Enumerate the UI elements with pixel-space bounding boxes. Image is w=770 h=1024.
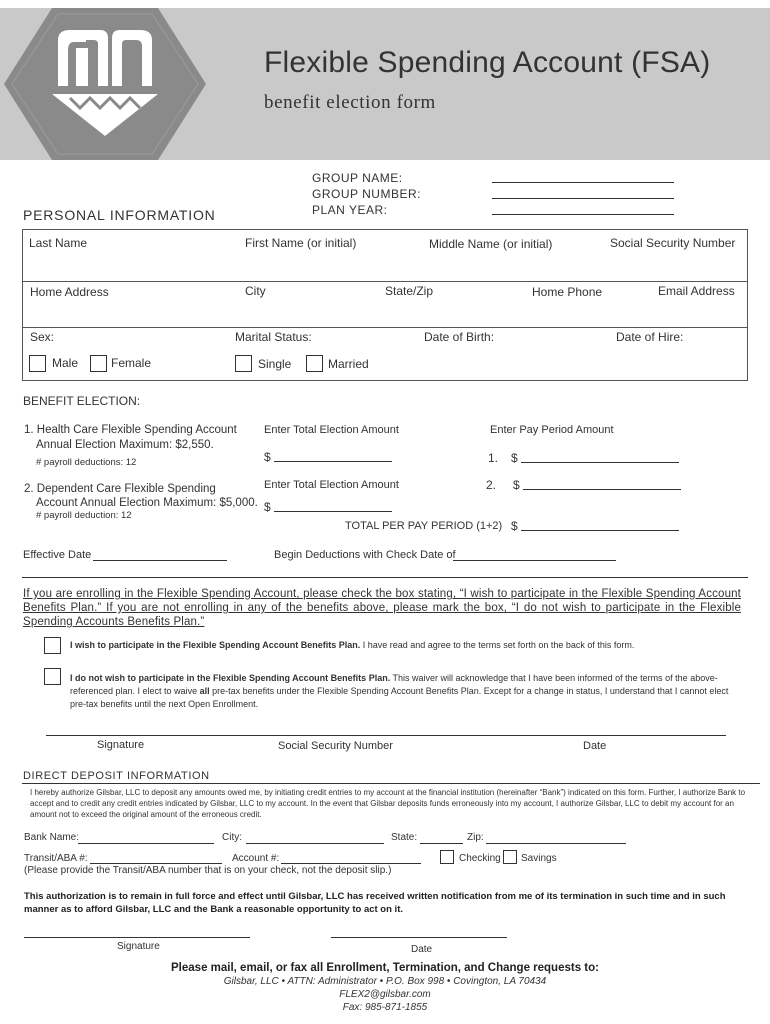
- decline-all: all: [199, 686, 210, 696]
- middle-name-field[interactable]: Middle Name (or initial): [429, 237, 553, 251]
- dollar-sign: $: [264, 450, 271, 464]
- total-per-pay-label: TOTAL PER PAY PERIOD (1+2): [345, 520, 503, 532]
- bank-city-field[interactable]: [246, 843, 384, 844]
- deposit-signature-label: Signature: [117, 941, 160, 952]
- male-checkbox[interactable]: [29, 355, 46, 372]
- account-field[interactable]: [281, 863, 421, 864]
- married-checkbox[interactable]: [306, 355, 323, 372]
- savings-label: Savings: [521, 853, 557, 864]
- checking-checkbox[interactable]: [440, 850, 454, 864]
- transit-label: Transit/ABA #:: [24, 853, 88, 864]
- female-label: Female: [111, 356, 152, 370]
- health-care-max: Annual Election Maximum: $2,550.: [36, 439, 214, 451]
- begin-deductions-label: Begin Deductions with Check Date of: [274, 549, 456, 561]
- male-label: Male: [52, 356, 79, 370]
- dependent-care-pay-period-field[interactable]: [523, 489, 681, 490]
- dependent-care-deductions: # payroll deduction: 12: [36, 510, 132, 521]
- sex-label: Sex:: [30, 330, 55, 344]
- home-address-field[interactable]: Home Address: [30, 285, 109, 299]
- decline-bold: I do not wish to participate in the Flexible Spending Account Benefits Plan.: [70, 673, 391, 683]
- female-checkbox[interactable]: [90, 355, 107, 372]
- row-divider: [23, 327, 747, 328]
- single-label: Single: [258, 357, 292, 371]
- direct-deposit-heading: DIRECT DEPOSIT INFORMATION: [23, 770, 210, 782]
- deposit-date-line[interactable]: [331, 937, 507, 938]
- enrollment-instructions: If you are enrolling in the Flexible Spending Account, please check the box stating, “I wish to participate in the Flexible Spending Account Benefits Plan.” If you are not enrolling in any of the benefits above, please mark the box, “I do not wish to participate in the Flexible Spending Accounts Benefits Plan.”: [23, 588, 741, 628]
- group-name-label: GROUP NAME:: [312, 171, 403, 185]
- health-care-title: 1. Health Care Flexible Spending Account: [24, 424, 237, 436]
- participate-text: [70, 640, 750, 651]
- decline-rest-1: This waiver will acknowledge that I have been informed of the terms of the above-referenced plan. I elect to waive: [70, 673, 718, 696]
- footer-email-link[interactable]: FLEX2@gilsbar.com: [339, 989, 431, 1000]
- begin-deductions-field[interactable]: [453, 560, 616, 561]
- effective-date-field[interactable]: [93, 560, 227, 561]
- force-statement: This authorization is to remain in full force and effect until Gilsbar, LLC has received written notification from me of its termination in such time and in such manner as to afford Gilsbar, LLC and the Bank a reasonable opportunity to act on it.: [24, 891, 726, 915]
- email-field[interactable]: Email Address: [658, 284, 735, 298]
- home-phone-field[interactable]: Home Phone: [532, 285, 603, 299]
- health-care-total-field[interactable]: [274, 461, 392, 462]
- bank-city-label: City:: [222, 832, 242, 843]
- item-2-number: 2.: [486, 478, 497, 492]
- ssn-signature-label: Social Security Number: [278, 740, 393, 752]
- transit-field[interactable]: [90, 863, 222, 864]
- group-number-label: GROUP NUMBER:: [312, 187, 421, 201]
- benefit-election-heading: BENEFIT ELECTION:: [23, 394, 141, 408]
- health-care-deductions: # payroll deductions: 12: [36, 457, 137, 468]
- participate-rest: I have read and agree to the terms set forth on the back of this form.: [360, 640, 635, 650]
- first-name-field[interactable]: First Name (or initial): [245, 236, 357, 250]
- row-divider: [23, 281, 747, 282]
- decline-checkbox[interactable]: [44, 668, 61, 685]
- dependent-care-title: 2. Dependent Care Flexible Spending: [24, 483, 216, 495]
- bank-state-label: State:: [391, 832, 418, 843]
- marital-status-label: Marital Status:: [235, 330, 312, 344]
- footer-fax: Fax: 985-871-1855: [342, 1002, 428, 1013]
- group-number-field[interactable]: [492, 198, 674, 199]
- form-subtitle: benefit election form: [264, 92, 436, 113]
- item-1-number: 1.: [488, 451, 499, 465]
- dependent-care-max: Account Annual Election Maximum: $5,000.: [36, 497, 258, 509]
- single-checkbox[interactable]: [235, 355, 252, 372]
- deposit-date-label: Date: [411, 944, 433, 955]
- decline-text: [70, 672, 742, 711]
- checking-label: Checking: [459, 853, 501, 864]
- footer-heading: Please mail, email, or fax all Enrollment, Termination, and Change requests to:: [171, 962, 599, 974]
- deposit-signature-line[interactable]: [24, 937, 250, 938]
- bank-zip-label: Zip:: [467, 832, 484, 843]
- dollar-sign: $: [511, 519, 518, 533]
- enter-pay-period-label: Enter Pay Period Amount: [490, 424, 614, 436]
- personal-info-heading: PERSONAL INFORMATION: [23, 207, 216, 223]
- direct-deposit-divider: [22, 783, 760, 784]
- decline-rest-2: pre-tax benefits under the Flexible Spending Account Benefits Plan. Except for a change in status, I understand that I cannot elect pre-tax benefits until the next Open Enrollment.: [70, 686, 729, 709]
- gilsbar-logo-icon: [0, 8, 210, 160]
- participate-bold: I wish to participate in the Flexible Spending Account Benefits Plan.: [70, 640, 361, 650]
- ssn-field[interactable]: Social Security Number: [610, 236, 736, 250]
- last-name-field[interactable]: Last Name: [29, 236, 88, 250]
- group-name-field[interactable]: [492, 182, 674, 183]
- signature-line[interactable]: [46, 735, 726, 736]
- footer-address: Gilsbar, LLC • ATTN: Administrator • P.O. Box 998 • Covington, LA 70434: [223, 976, 547, 987]
- bank-name-label: Bank Name:: [24, 832, 80, 843]
- married-label: Married: [328, 357, 369, 371]
- plan-year-field[interactable]: [492, 214, 674, 215]
- enter-total-label-2: Enter Total Election Amount: [264, 479, 399, 491]
- bank-zip-field[interactable]: [486, 843, 626, 844]
- dollar-sign: $: [511, 451, 518, 465]
- bank-name-field[interactable]: [78, 843, 214, 844]
- city-field[interactable]: City: [245, 284, 266, 298]
- section-divider: [22, 577, 748, 578]
- participate-checkbox[interactable]: [44, 637, 61, 654]
- account-label: Account #:: [232, 853, 280, 864]
- plan-year-label: PLAN YEAR:: [312, 203, 388, 217]
- dollar-sign: $: [264, 500, 271, 514]
- total-per-pay-field[interactable]: [521, 530, 679, 531]
- form-title: Flexible Spending Account (FSA): [264, 46, 711, 79]
- dependent-care-total-field[interactable]: [274, 511, 392, 512]
- enter-total-label-1: Enter Total Election Amount: [264, 424, 399, 436]
- dob-field[interactable]: Date of Birth:: [424, 330, 495, 344]
- hire-date-field[interactable]: Date of Hire:: [616, 330, 684, 344]
- transit-note: (Please provide the Transit/ABA number that is on your check, not the deposit slip.): [24, 865, 392, 876]
- signature-label: Signature: [97, 739, 145, 751]
- savings-checkbox[interactable]: [503, 850, 517, 864]
- effective-date-label: Effective Date: [23, 549, 92, 561]
- deposit-authorization-text: I hereby authorize Gilsbar, LLC to deposit any amounts owed me, by initiating credit entries to my account at the financial institution (hereinafter “Bank”) indicated on this form. Further, I authorize Bank to accept and to credit any credit entries indicated by Gilsbar, LLC to my account. In the event that Gilsbar deposits funds erroneously into my account, I authorize Gilsbar, LLC to debit my account for an amount not to exceed the original amount of the erroneous credit.: [30, 788, 746, 819]
- date-label: Date: [583, 740, 607, 752]
- bank-state-field[interactable]: [420, 843, 463, 844]
- health-care-pay-period-field[interactable]: [521, 462, 679, 463]
- state-zip-field[interactable]: State/Zip: [385, 284, 434, 298]
- dollar-sign: $: [513, 478, 520, 492]
